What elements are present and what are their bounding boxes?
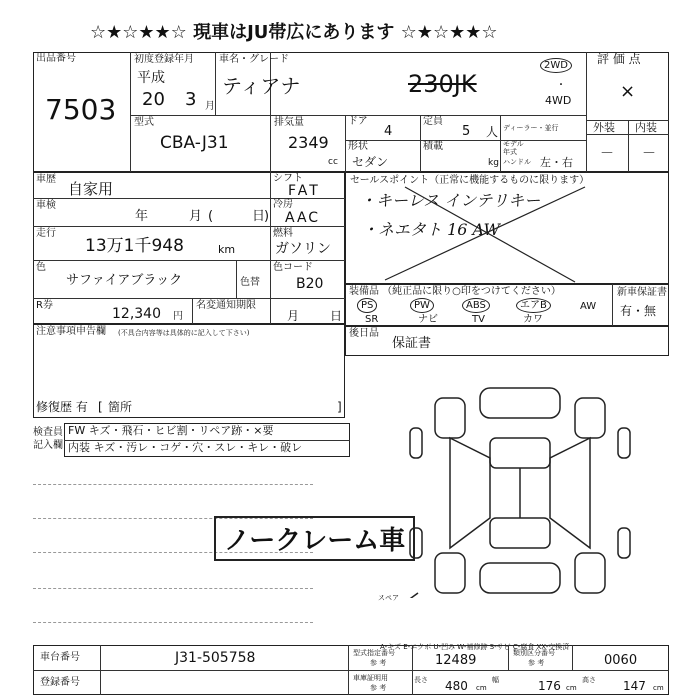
registration-era: 平成 (137, 70, 165, 86)
class-value: 0060 (604, 653, 638, 668)
color-code-value: B20 (296, 276, 324, 292)
interior-label: 内装 (635, 121, 657, 134)
length-value: 480 (445, 679, 468, 693)
designation-ref: 参 考 (370, 659, 387, 667)
history-label: 車歴 (36, 174, 56, 185)
exterior-grade: － (600, 146, 614, 162)
after-items-value: 保証書 (392, 336, 432, 351)
drive-4wd: 4WD (545, 94, 572, 107)
dimensions-label: 車庫証明用 (353, 674, 388, 682)
color-code-label: 色コード (273, 262, 313, 273)
capacity-value: 5 (462, 124, 471, 139)
inspection-label: 車検 (36, 200, 56, 211)
drive-2wd: 2WD (540, 58, 572, 73)
designation-label: 型式指定番号 (353, 649, 395, 657)
check-row-2: 内装 キズ・汚レ・コゲ・穴・スレ・キレ・破レ (68, 441, 303, 454)
equip-leather: カワ (523, 314, 543, 325)
height-unit: cm (653, 684, 664, 692)
exterior-label: 外装 (593, 121, 615, 134)
length-unit: cm (476, 684, 487, 692)
car-grade: 230JK (408, 70, 477, 98)
mileage-value: 13万1千948 (85, 236, 184, 256)
ac-label: 冷房 (273, 199, 293, 210)
lot-number: 7503 (45, 93, 117, 126)
warranty-label: 新車保証書 (617, 287, 667, 298)
displacement-value: 2349 (288, 133, 329, 152)
tax-day: 日 (330, 309, 343, 323)
recycle-value: 12,340 (112, 306, 161, 322)
equip-airbag: エアB (516, 298, 551, 313)
doors-value: 4 (384, 124, 393, 139)
dealer-label: ディーラー・並行 (503, 124, 559, 132)
recycle-label: R券 (36, 300, 53, 311)
warranty-value: 有・無 (620, 304, 657, 318)
equip-tv: TV (472, 314, 485, 325)
model-label: 型式 (134, 117, 154, 128)
dimensions-ref: 参 考 (370, 684, 387, 692)
mileage-unit: km (218, 243, 236, 256)
body-label: 形状 (348, 141, 368, 152)
fuel-value: ガソリン (275, 241, 331, 257)
class-label: 類別区分番号 (513, 649, 555, 657)
equip-navi: ナビ (418, 314, 438, 325)
registration-label: 初度登録年月 (134, 54, 194, 65)
load-unit: kg (488, 158, 499, 168)
displacement-unit: cc (328, 157, 338, 167)
main-frame (33, 52, 669, 172)
length-label: 長さ (414, 676, 428, 684)
color-label: 色 (36, 262, 46, 273)
inspection-paren-close: ) (264, 209, 270, 224)
shift-label: シフト (273, 173, 303, 184)
load-label: 積載 (423, 141, 443, 152)
check-label-2: 記入欄 (33, 440, 63, 451)
handle-value: 左・右 (540, 156, 573, 169)
color-change-label: 色替 (240, 277, 260, 288)
capacity-label: 定員 (423, 116, 443, 127)
fuel-label: 燃料 (273, 228, 293, 239)
equip-sr: SR (365, 314, 379, 325)
evaluation-label: 評 価 点 (597, 52, 641, 66)
lot-label: 出品番号 (36, 53, 76, 64)
sales-points-cross (345, 172, 669, 284)
capacity-unit: 人 (486, 125, 499, 139)
check-label-1: 検査員 (33, 427, 63, 438)
recycle-unit: 円 (173, 311, 183, 322)
check-row-1: FW キズ・飛石・ヒビ割・リペア跡・×要 (68, 424, 274, 437)
doors-label: ドア (348, 116, 368, 127)
reg-number-label: 登録番号 (40, 677, 80, 688)
equip-abs: ABS (462, 298, 490, 313)
chassis-label: 車台番号 (40, 652, 80, 663)
car-diagram (400, 378, 680, 598)
registration-year: 20 (142, 89, 165, 110)
sales-points-line2: ・ネエタト 16 AW (362, 220, 500, 239)
model-value: CBA-J31 (160, 133, 229, 153)
inspection-paren-open: ( (208, 209, 214, 224)
body-value: セダン (352, 155, 389, 169)
height-label: 高さ (582, 676, 596, 684)
shift-value: FAT (288, 183, 321, 199)
spare-label: スペア (378, 594, 399, 602)
inspection-day: 日 (252, 209, 266, 224)
width-unit: cm (566, 684, 577, 692)
displacement-label: 排気量 (274, 117, 304, 128)
history-value: 自家用 (68, 180, 114, 198)
interior-grade: － (642, 146, 656, 162)
model-year-label: モデル年式 (503, 140, 524, 156)
car-name: ティアナ (222, 74, 301, 98)
height-value: 147 (623, 679, 646, 693)
repair-bracket: [ (98, 400, 103, 414)
color-value: サファイアブラック (66, 273, 183, 288)
width-value: 176 (538, 679, 561, 693)
inspection-year: 年 (135, 209, 149, 224)
evaluation-value: × (620, 81, 636, 102)
width-label: 幅 (492, 676, 499, 684)
designation-value: 12489 (435, 653, 477, 668)
drive-sep: ・ (556, 80, 566, 91)
mileage-label: 走行 (36, 228, 56, 239)
tax-month: 月 (287, 309, 300, 323)
sales-points-line1: ・キーレス インテリキー (360, 191, 541, 210)
notes-sub: (不具合内容等は具体的に記入して下さい) (118, 329, 250, 337)
registration-month: 3 (185, 89, 197, 110)
after-items-label: 後日品 (349, 328, 379, 339)
banner: ☆★☆★★☆ 現車はJU帯広にあります ☆★☆★★☆ (90, 22, 498, 43)
registration-month-unit: 月 (205, 101, 215, 112)
repair-label: 修復歴 有 (36, 400, 88, 414)
equip-pw: PW (410, 298, 434, 313)
tax-label: 名変通知期限 (196, 300, 256, 311)
no-claim-stamp: ノークレーム車 (214, 516, 415, 561)
repair-unit: 箇所 (108, 400, 133, 414)
chassis-value: J31-505758 (175, 650, 256, 666)
equip-aw: AW (580, 301, 597, 312)
equipment-label: 装備品 （純正品に限り○印をつけてください） (349, 286, 561, 297)
handle-label: ハンドル (503, 158, 531, 166)
car-name-label: 車名・グレード (219, 54, 289, 65)
ac-value: AAC (285, 210, 321, 226)
repair-bracket-end: ] (337, 400, 342, 414)
sales-points-label: セールスポイント（正常に機能するものに限ります） (350, 175, 590, 186)
notes-label: 注意事項申告欄 (36, 326, 106, 337)
equip-ps: PS (357, 298, 377, 313)
inspection-month: 月 (189, 209, 203, 224)
class-ref: 参 考 (528, 659, 545, 667)
damage-legend: A-キズ E-エクボ U-凹み W-補修跡 S-サビ C-腐食 XX-交換済 (380, 643, 570, 651)
